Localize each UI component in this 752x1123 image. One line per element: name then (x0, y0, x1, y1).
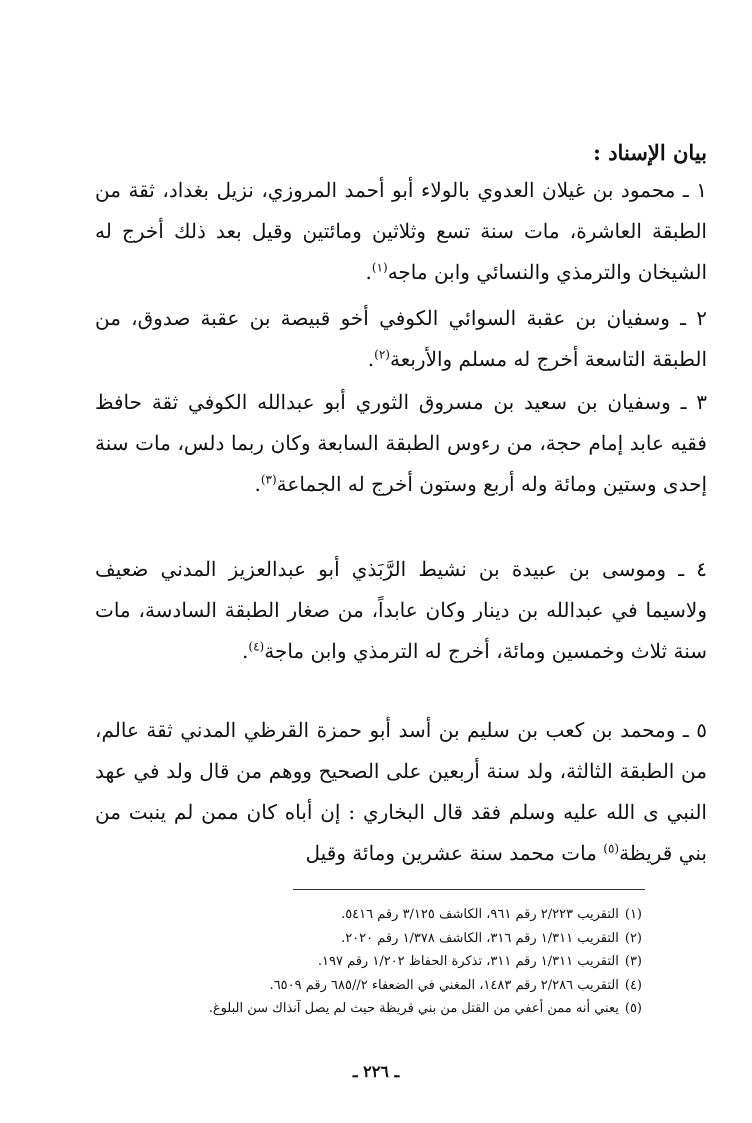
footnote-number: (٥) (624, 1001, 642, 1016)
paragraph-text: ٢ ـ وسفيان بن عقبة السوائي الكوفي أخو قبيصة بن عقبة صدوق، من الطبقة التاسعة أخرج له مسلم والأربعة (95, 306, 707, 371)
paragraph-text: ٣ ـ وسفيان بن سعيد بن مسروق الثوري أبو عبدالله الكوفي ثقة حافظ فقيه عابد إمام حجة، من رءوس الطبقة السابعة وكان ربما دلس، مات سنة إحدى وستين ومائة وله أربع وستون أخرج له الجماعة (95, 390, 707, 496)
narrator-paragraph-3 (95, 382, 707, 505)
footnote-item (212, 927, 642, 951)
footnote-ref[interactable]: (٥) (603, 841, 620, 856)
narrator-paragraph-4 (95, 549, 707, 672)
footnote-number: (١) (624, 907, 642, 922)
footnotes-list (208, 903, 642, 1021)
footnote-item (212, 974, 642, 998)
footnote-ref[interactable]: (٣) (260, 472, 277, 487)
paragraph-tail: . (242, 639, 249, 663)
footnote-item (208, 997, 642, 1021)
footnote-text: التقريب ٢/٢٨٦ رقم ١٤٨٣، المغني في الضعفاء ٢//٦٨٥ رقم ٦٥٠٩. (269, 977, 619, 993)
paragraph-tail: مات محمد سنة عشرين ومائة وقيل (305, 841, 604, 865)
footnote-number: (٤) (624, 977, 642, 993)
narrator-paragraph-1 (95, 170, 707, 293)
section-heading: بيان الإسناد : (593, 140, 707, 165)
paragraph-tail: . (365, 260, 372, 284)
footnote-text: يعني أنه ممن أعفي من القتل من بني قريظة حيث لم يصل آنذاك سن البلوغ. (208, 1001, 619, 1016)
footnote-item (212, 950, 642, 974)
footnote-number: (٣) (624, 954, 642, 969)
narrator-paragraph-2 (95, 298, 707, 380)
footnote-number: (٢) (624, 930, 642, 946)
paragraph-text: ١ ـ محمود بن غيلان العدوي بالولاء أبو أحمد المروزي، نزيل بغداد، ثقة من الطبقة العاشرة، مات سنة تسع وثلاثين ومائتين وقيل بعد ذلك أخرج له الشيخان والترمذي والنسائي وابن ماجه (95, 178, 707, 284)
paragraph-text: ٥ ـ ومحمد بن كعب بن سليم بن أسد أبو حمزة القرظي المدني ثقة عالم، من الطبقة الثالثة، ولد سنة أربعين على الصحيح ووهم من قال ولد في عهد النبي ى الله عليه وسلم فقد قال البخاري : إن أباه كان ممن لم ينبت من بني قريظة (95, 718, 707, 865)
paragraph-tail: . (367, 347, 375, 371)
footnote-text: التقريب ١/٣١١ رقم ٣١٦، الكاشف ١/٣٧٨ رقم ٢٠٢٠. (341, 930, 619, 946)
paragraph-text: ٤ ـ وموسى بن عبيدة بن نشيط الرَّبَذي أبو عبدالعزيز المدني ضعيف ولاسيما في عبدالله بن دينار وكان عابداً، من صغار الطبقة السادسة، مات سنة ثلاث وخمسين ومائة، أخرج له الترمذي وابن ماجة (95, 557, 707, 663)
footnote-item (212, 903, 642, 927)
page-number: ـ ٢٢٦ ـ (352, 1062, 400, 1081)
footnote-ref[interactable]: (١) (371, 260, 388, 275)
paragraph-tail: . (254, 472, 261, 496)
footnote-text: التقريب ١/٣١١ رقم ٣١١، تذكرة الحفاظ ١/٢٠٢ رقم ١٩٧. (317, 954, 619, 969)
footnote-text: التقريب ٢/٢٢٣ رقم ٩٦١، الكاشف ٣/١٢٥ رقم ٥٤١٦. (341, 907, 619, 922)
footnote-ref[interactable]: (٤) (248, 639, 265, 654)
narrator-paragraph-5 (95, 710, 707, 874)
footnote-divider (293, 889, 645, 890)
footnote-ref[interactable]: (٢) (374, 347, 390, 362)
